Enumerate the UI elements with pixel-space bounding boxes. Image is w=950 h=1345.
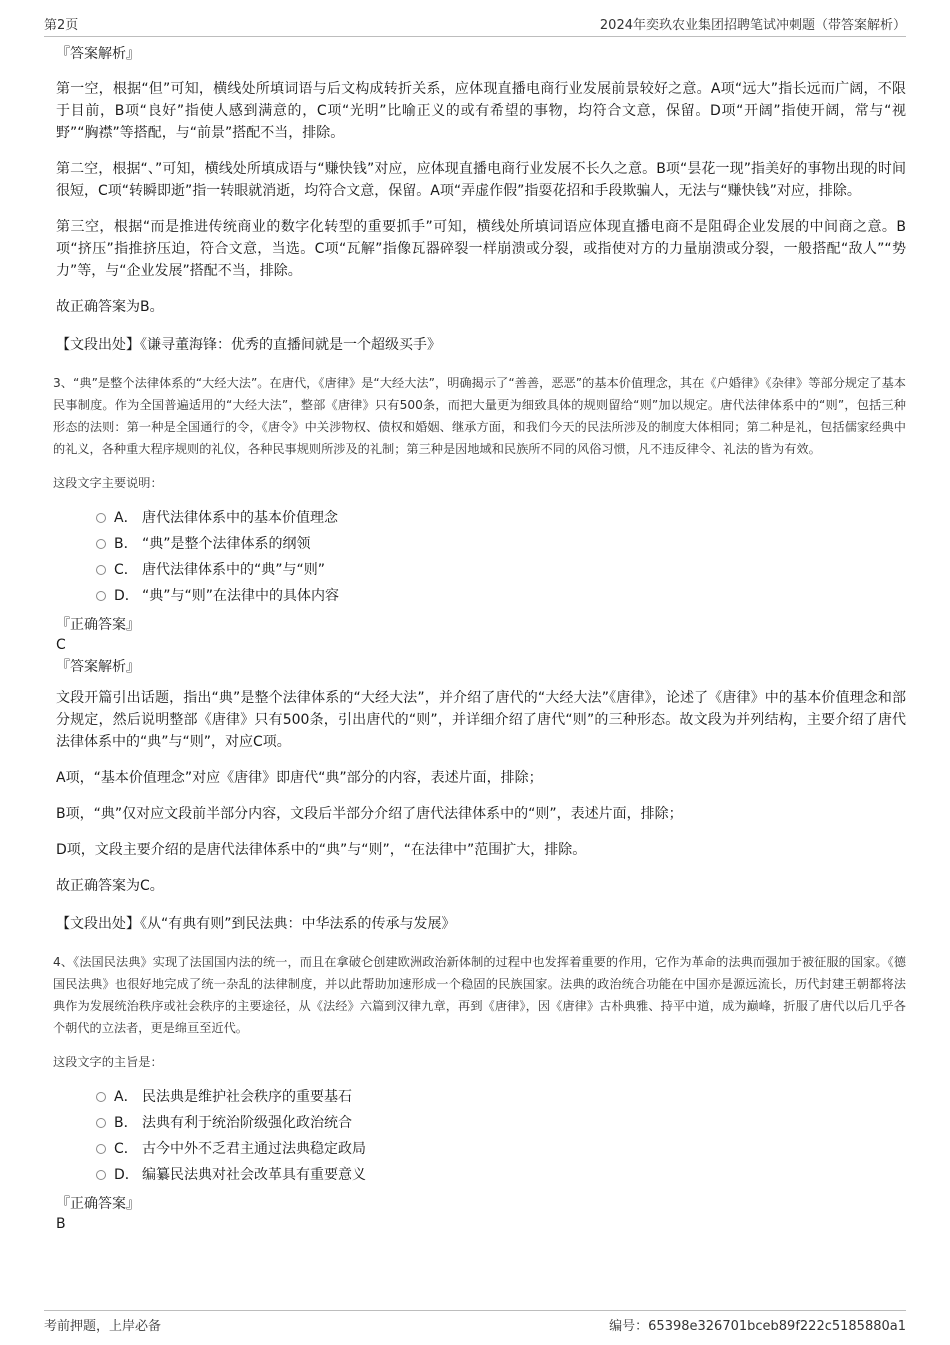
option-a[interactable] [56, 1084, 906, 1110]
page-header [44, 14, 906, 37]
question-4-stem: 这段文字的主旨是： [53, 1055, 163, 1069]
option-text: 编纂民法典对社会改革具有重要意义 [142, 1167, 366, 1183]
analysis-paragraph: 第二空，根据“、”可知，横线处所填成语与“赚快钱”对应，应体现直播电商行业发展不长久之意。B项“昙花一现”指美好的事物出现的时间很短，C项“转瞬即逝”指一转眼就消逝，均符合文意，保留。A项“弄虚作假”指耍花招和手段欺骗人，无法与“赚快钱”对应，排除。 [56, 161, 906, 199]
option-letter: C． [114, 1141, 138, 1157]
option-text: 唐代法律体系中的基本价值理念 [142, 510, 338, 526]
analysis-paragraph: B项，“典”仅对应文段前半部分内容，文段后半部分介绍了唐代法律体系中的“则”，表述片面，排除； [56, 806, 683, 822]
option-letter: A． [114, 510, 138, 526]
option-text: 古今中外不乏君主通过法典稳定政局 [142, 1141, 366, 1157]
option-a[interactable] [56, 505, 906, 531]
option-c[interactable] [56, 557, 906, 583]
option-text: 民法典是维护社会秩序的重要基石 [142, 1089, 352, 1105]
radio-button[interactable] [96, 513, 106, 523]
question-3-stem: 这段文字主要说明： [53, 476, 163, 490]
analysis-conclusion: 故正确答案为B。 [56, 299, 164, 315]
question-3-text: 3、“典”是整个法律体系的“大经大法”。在唐代，《唐律》是“大经大法”，明确揭示了“善善，恶恶”的基本价值理念，其在《户婚律》《杂律》等部分规定了基本民事制度。作为全国普遍适用的“大经大法”，整部《唐律》只有500条，而把大量更为细致具体的规则留给“则”加以规定。唐代法律体系中的“则”，包括三种形态的法则：第一种是全国通行的令，《唐令》中关涉物权、债权和婚姻、继承方面，和我们今天的民法所涉及的制度大体相同；第二种是礼，包括儒家经典中的礼义，各种重大程序规则的礼仪，各种民事规则所涉及的礼制；第三种是因地域和民族所不同的风俗习惯，凡不违反律令、礼法的皆为有效。 [53, 376, 906, 456]
correct-answer-tag: 『正确答案』 [56, 1196, 140, 1212]
question-4-text: 4、《法国民法典》实现了法国国内法的统一，而且在拿破仑创建欧洲政治新体制的过程中也发挥着重要的作用，它作为革命的法典而强加于被征服的国家。《德国民法典》也很好地完成了统一杂乱的法律制度，并以此帮助加速形成一个稳固的民族国家。法典的政治统合功能在中国亦是源远流长，历代封建王朝都将法典作为发展统治秩序或社会秩序的主要途径，从《法经》六篇到汉律九章，再到《唐律》，因《唐律》古朴典雅、持平中道，成为巅峰，折服了唐代以后几乎各个朝代的立法者，更是绵亘至近代。 [53, 955, 906, 1035]
page-number: 第2页 [44, 18, 79, 33]
radio-button[interactable] [96, 1118, 106, 1128]
analysis-tag: 『答案解析』 [56, 46, 140, 62]
option-b[interactable] [56, 531, 906, 557]
footer-slogan: 考前押题，上岸必备 [44, 1319, 162, 1334]
analysis-tag: 『答案解析』 [56, 659, 140, 675]
option-text: 法典有利于统治阶级强化政治统合 [142, 1115, 352, 1131]
analysis-paragraph: A项，“基本价值理念”对应《唐律》即唐代“典”部分的内容，表述片面，排除； [56, 770, 543, 786]
option-letter: B． [114, 536, 138, 552]
document-id: 编号：65398e326701bceb89f222c5185880a1 [609, 1319, 906, 1334]
option-d[interactable] [56, 583, 906, 609]
radio-button[interactable] [96, 539, 106, 549]
analysis-conclusion: 故正确答案为C。 [56, 878, 164, 894]
option-letter: C． [114, 562, 138, 578]
passage-source: 【文段出处】《谦寻董海锋：优秀的直播间就是一个超级买手》 [56, 337, 441, 353]
analysis-paragraph: D项，文段主要介绍的是唐代法律体系中的“典”与“则”，“在法律中”范围扩大，排除。 [56, 842, 587, 858]
analysis-paragraph: 文段开篇引出话题，指出“典”是整个法律体系的“大经大法”，并介绍了唐代的“大经大法”《唐律》，论述了《唐律》中的基本价值理念和部分规定，然后说明整部《唐律》只有500条，引出唐代的“则”，并详细介绍了唐代“则”的三种形态。故文段为并列结构，主要介绍了唐代法律体系中的“典”与“则”，对应C项。 [56, 690, 906, 750]
option-text: 唐代法律体系中的“典”与“则” [142, 562, 326, 578]
analysis-paragraph: 第一空，根据“但”可知，横线处所填词语与后文构成转折关系，应体现直播电商行业发展前景较好之意。A项“远大”指长远而广阔，不限于目前，B项“良好”指使人感到满意的，C项“光明”比喻正义的或有希望的事物，均符合文意，保留。D项“开阔”指使开阔，常与“视野”“胸襟”等搭配，与“前景”搭配不当，排除。 [56, 81, 906, 141]
radio-button[interactable] [96, 565, 106, 575]
option-text: “典”与“则”在法律中的具体内容 [142, 588, 340, 604]
question-4-options [56, 1084, 906, 1188]
analysis-paragraph: 第三空，根据“而是推进传统商业的数字化转型的重要抓手”可知，横线处所填词语应体现直播电商不是阻碍企业发展的中间商之意。B项“挤压”指推挤压迫，符合文意，当选。C项“瓦解”指像瓦器碎裂一样崩溃或分裂，或指使对方的力量崩溃或分裂，一般搭配“敌人”“势力”等，与“企业发展”搭配不当，排除。 [56, 219, 906, 279]
radio-button[interactable] [96, 591, 106, 601]
radio-button[interactable] [96, 1092, 106, 1102]
correct-answer-tag: 『正确答案』 [56, 617, 140, 633]
option-letter: D． [114, 588, 139, 604]
option-text: “典”是整个法律体系的纲领 [142, 536, 311, 552]
option-letter: B． [114, 1115, 138, 1131]
question-3-options [56, 505, 906, 609]
correct-answer: B [56, 1216, 66, 1232]
page-content [53, 44, 906, 1234]
option-letter: D． [114, 1167, 139, 1183]
correct-answer: C [56, 637, 66, 653]
option-d[interactable] [56, 1162, 906, 1188]
radio-button[interactable] [96, 1170, 106, 1180]
option-c[interactable] [56, 1136, 906, 1162]
option-b[interactable] [56, 1110, 906, 1136]
page-footer [44, 1310, 906, 1335]
radio-button[interactable] [96, 1144, 106, 1154]
option-letter: A． [114, 1089, 138, 1105]
document-title: 2024年奕玖农业集团招聘笔试冲刺题（带答案解析） [599, 18, 906, 33]
passage-source: 【文段出处】《从“有典有则”到民法典：中华法系的传承与发展》 [56, 916, 456, 932]
